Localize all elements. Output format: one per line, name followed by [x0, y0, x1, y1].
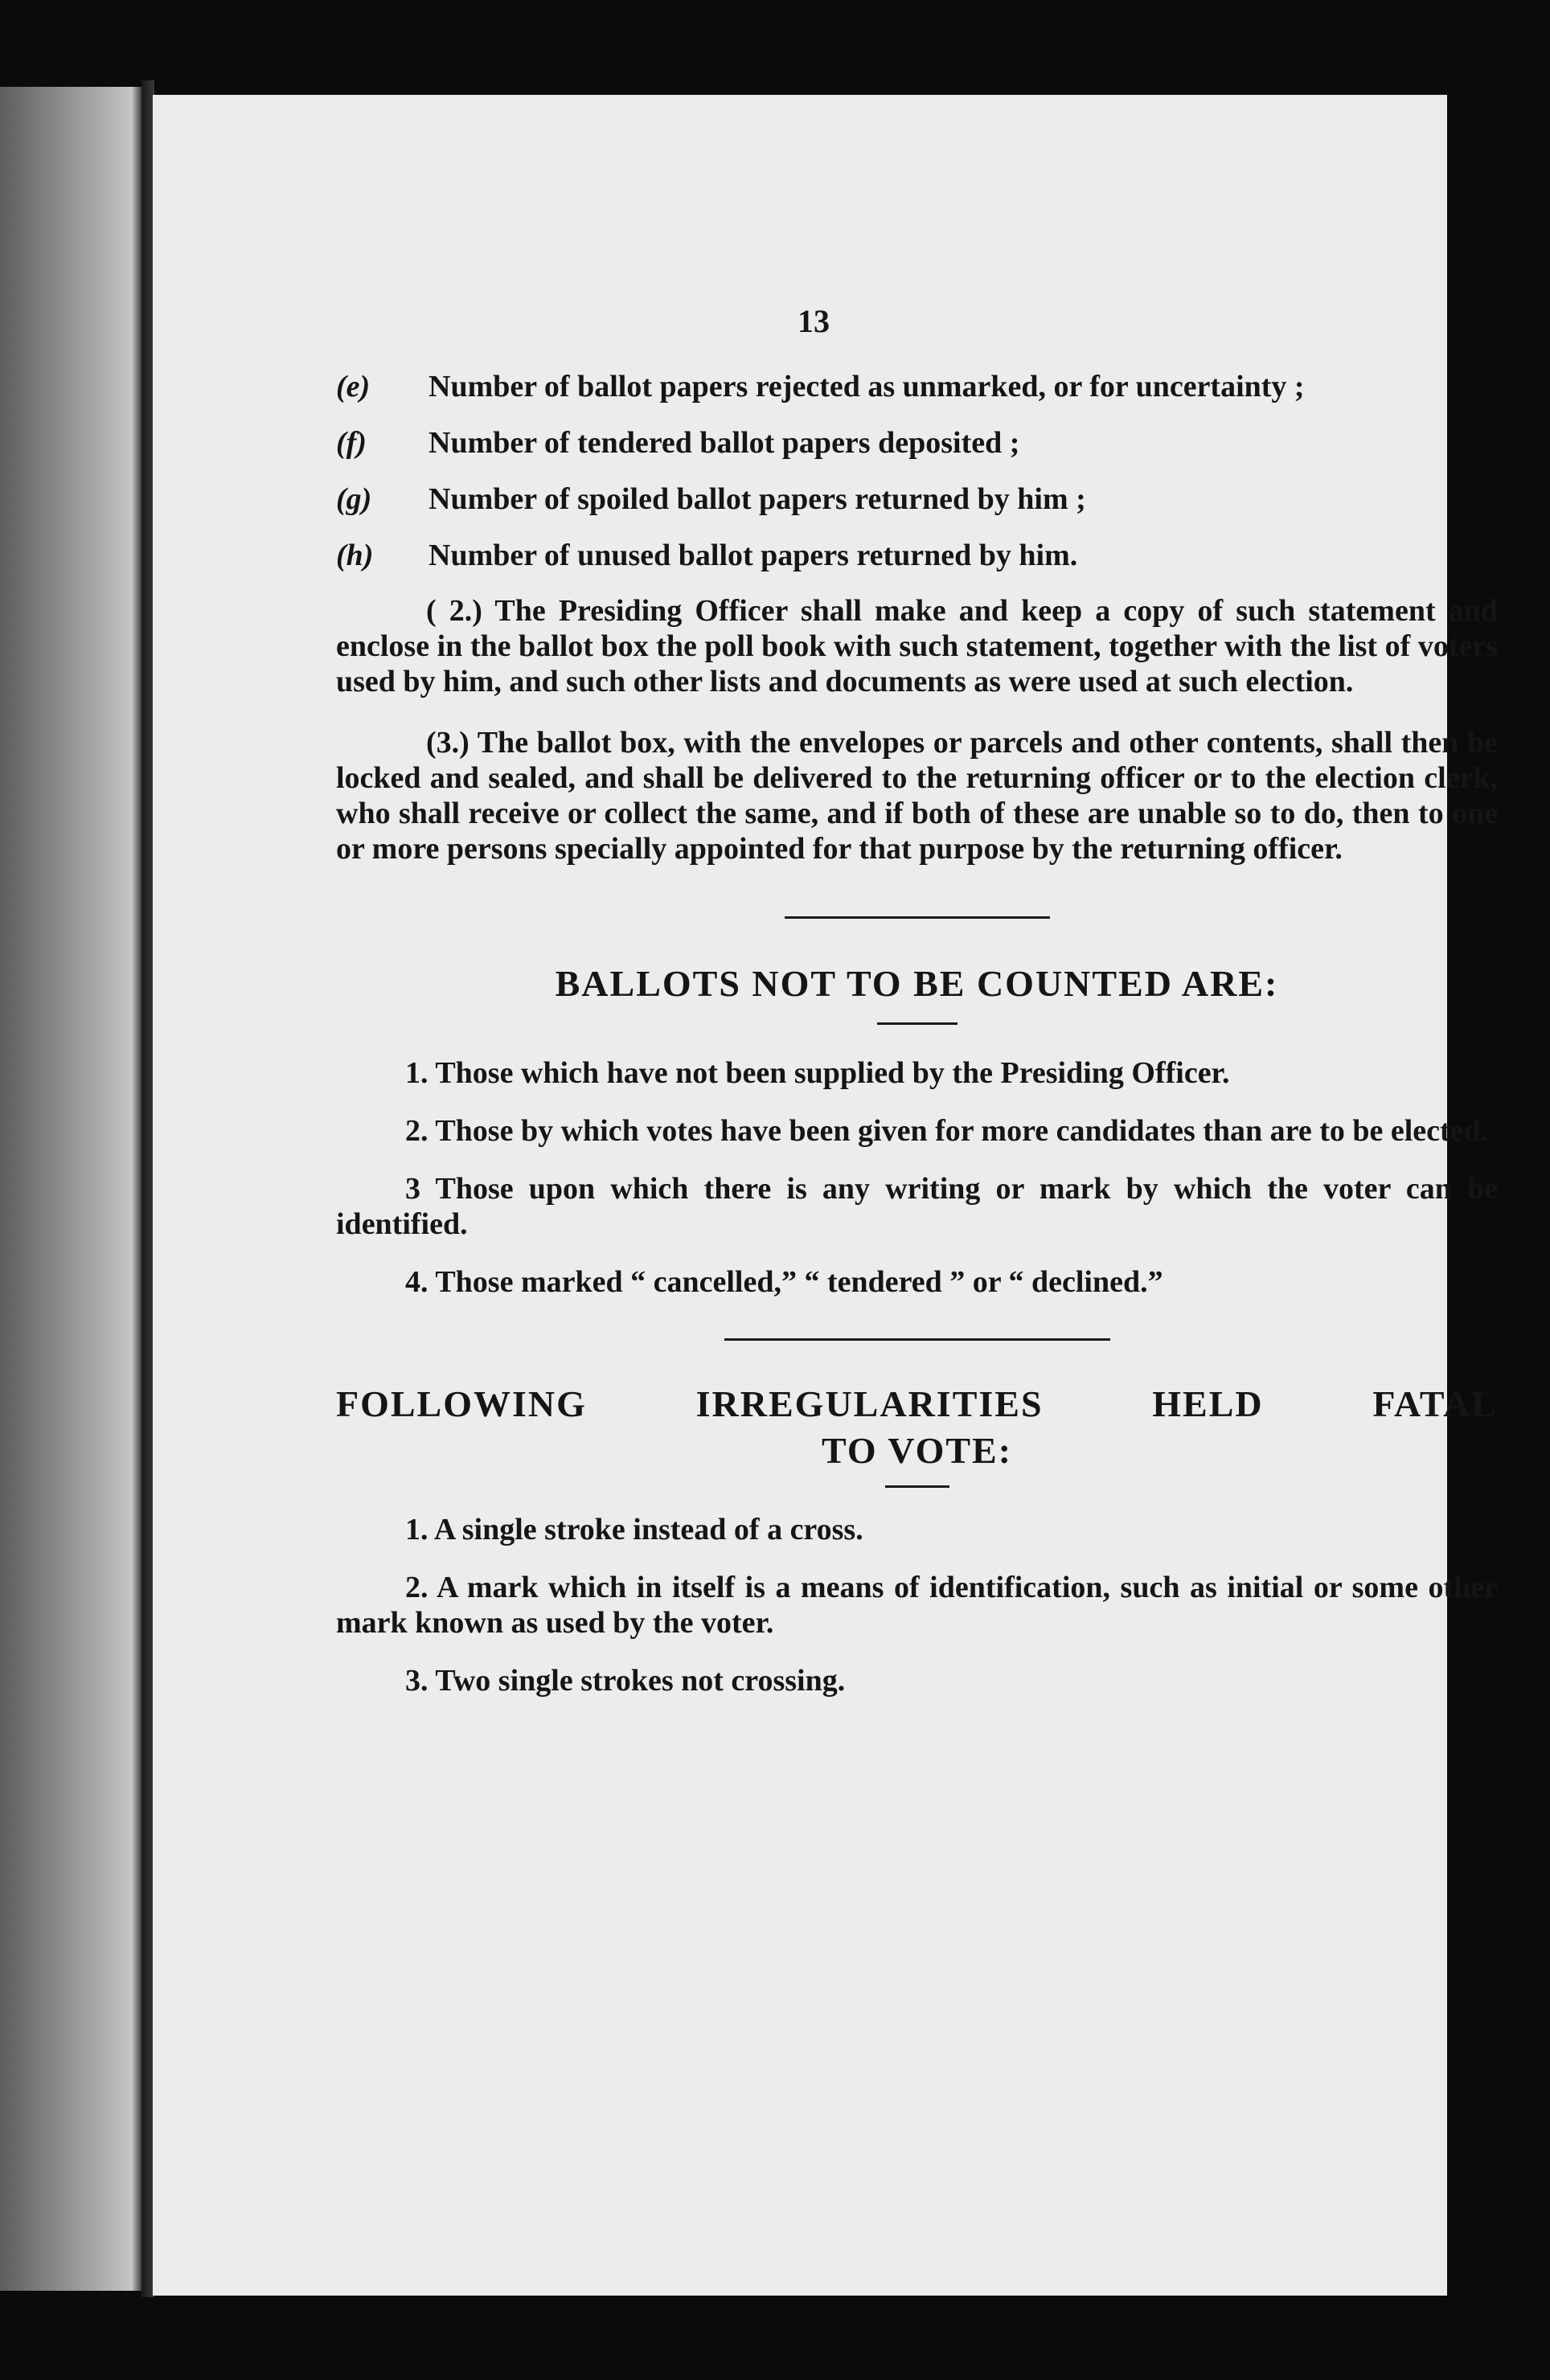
irregularity-item [336, 1570, 1498, 1641]
item-text: A mark which in itself is a means of identification, such as initial or some other mark known as used by the voter. [336, 1571, 1498, 1640]
item-text: Those which have not been supplied by the Presiding Officer. [435, 1056, 1230, 1090]
item-number: 2. [405, 1114, 429, 1148]
ballot-rule-item [336, 1171, 1498, 1242]
item-number: 3. [405, 1664, 429, 1698]
section-heading-irregularities-line2: TO VOTE: [821, 1430, 1013, 1471]
ballot-rule-item [336, 1113, 1498, 1149]
item-text: Number of tendered ballot papers deposited ; [429, 426, 1020, 460]
paragraph-2: ( 2.) The Presiding Officer shall make and keep a copy of such statement and enclose in the ballot box the poll book with such statement, together with the list of voters used by him, and such other lists and documents as were used at such election. [336, 594, 1498, 698]
ballot-rule-item [336, 1264, 1498, 1300]
item-letter: (h) [336, 539, 374, 572]
item-text: Two single strokes not crossing. [435, 1664, 846, 1698]
item-number: 1. [405, 1513, 429, 1546]
paragraph-3: (3.) The ballot box, with the envelopes or parcels and other contents, shall then be locked and sealed, and shall be delivered to the returning officer or to the election clerk, who shall receive or collect the same, and if both of these are unable so to do, then to one or more persons specially appointed for that purpose by the returning officer. [336, 726, 1498, 866]
irregularity-item [336, 1663, 1498, 1698]
facing-page-edge [0, 87, 143, 2291]
page-number: 13 [798, 303, 830, 339]
statement-item-h [336, 537, 1498, 574]
item-number: 3 [405, 1172, 420, 1206]
ballot-rule-item [336, 1055, 1498, 1091]
page-content [336, 368, 1498, 1721]
statement-item-e [336, 368, 1498, 405]
document-page [153, 95, 1498, 2296]
item-text: Number of spoiled ballot papers returned by him ; [429, 482, 1086, 516]
item-letter: (g) [336, 482, 372, 516]
item-letter: (f) [336, 426, 367, 460]
item-text: Those by which votes have been given for more candidates than are to be elected. [435, 1114, 1489, 1148]
item-letter: (e) [336, 370, 371, 403]
section-heading-ballots-not-counted: BALLOTS NOT TO BE COUNTED ARE: [555, 963, 1279, 1004]
item-number: 1. [405, 1056, 429, 1090]
statement-item-f [336, 424, 1498, 461]
item-number: 2. [405, 1571, 429, 1604]
statement-item-g [336, 481, 1498, 518]
item-number: 4. [405, 1265, 429, 1299]
item-text: Those upon which there is any writing or mark by which the voter can be identified. [336, 1172, 1498, 1241]
item-text: Number of ballot papers rejected as unmarked, or for uncertainty ; [429, 370, 1305, 403]
irregularity-item [336, 1512, 1498, 1547]
item-text: Those marked “ cancelled,” “ tendered ” or “ declined.” [435, 1265, 1163, 1299]
section-heading-irregularities: FOLLOWING IRREGULARITIES HELD FATAL [336, 1383, 1498, 1424]
item-text: Number of unused ballot papers returned by him. [429, 539, 1078, 572]
item-text: A single stroke instead of a cross. [433, 1513, 863, 1546]
